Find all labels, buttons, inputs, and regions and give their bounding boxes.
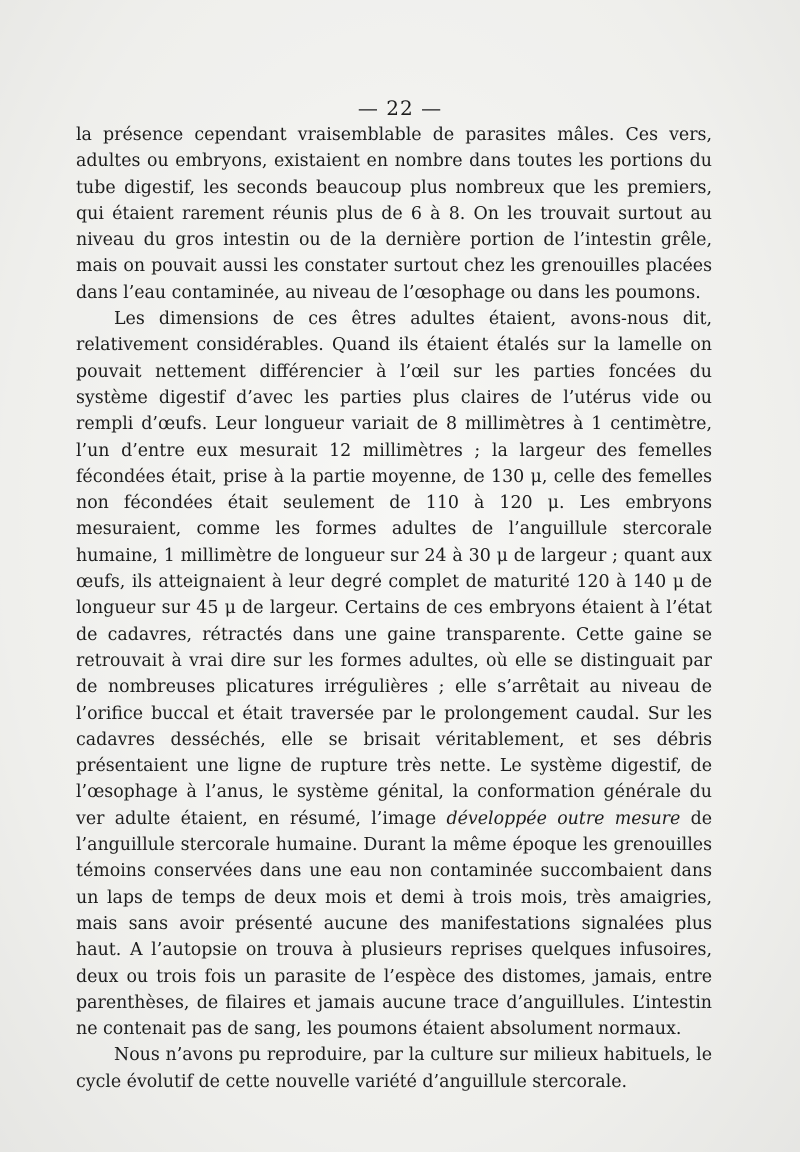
paragraph-2-text-part-1: Les dimensions de ces êtres adultes étaient, avons-nous dit, relativement considérables. Quand ils étaient étalés sur la lamelle on pouvait nettement différencier à l’œil sur les parties foncées du système digestif d’avec les parties plus claires de l’utérus vide ou rempli d’œufs. Leur longueur variait de 8 millimètres à 1 centimètre, l’un d’entre eux mesurait 12 millimètres ; la largeur des femelles fécondées était, prise à la partie moyenne, de 130 μ, celle des femelles non fécondées était seulement de 110 à 120 μ. Les embryons mesuraient, comme les formes adultes de l’anguillule stercorale humaine, 1 millimètre de longueur sur 24 à 30 μ de largeur ; quant aux œufs, ils atteignaient à leur degré complet de maturité 120 à 140 μ de longueur sur 45 μ de largeur. Certains de ces embryons étaient à l’état de cadavres, rétractés dans une gaine transparente. Cette gaine se retrouvait à vrai dire sur les formes adultes, où elle se distinguait par de nombreuses plicatures irrégulières ; elle s’arrêtait au niveau de l’orifice buccal et était traversée par le prolongement caudal. Sur les cadavres desséchés, elle se brisait véritablement, et ses débris présentaient une ligne de rupture très nette. Le système digestif, de l’œsophage à l’anus, le système génital, la conformation générale du ver adulte étaient, en résumé, l’image (76, 309, 712, 829)
paragraph-1-text: la présence cependant vraisemblable de parasites mâles. Ces vers, adultes ou embryons, existaient en nombre dans toutes les portions du tube digestif, les seconds beaucoup plus nombreux que les premiers, qui étaient rarement réunis plus de 6 à 8. On les trouvait surtout au niveau du gros intestin ou de la dernière portion de l’intestin grêle, mais on pouvait aussi les constater surtout chez les grenouilles placées dans l’eau contaminée, au niveau de l’œsophage ou dans les poumons. (76, 125, 712, 303)
paragraph-1 (76, 122, 712, 306)
page-number: — 22 — (357, 96, 443, 120)
paragraph-3-text: Nous n’avons pu reproduire, par la culture sur milieux habituels, le cycle évolutif de cette nouvelle variété d’anguillule stercorale. (76, 1045, 712, 1092)
paragraph-3 (76, 1042, 712, 1095)
paragraph-2-italic-phrase: développée outre mesure (446, 808, 681, 829)
body-text (76, 122, 712, 1095)
paragraph-2 (76, 306, 712, 1042)
paragraph-2-text-part-2: de l’anguillule stercorale humaine. Durant la même époque les grenouilles témoins conservées dans une eau non contaminée succombaient dans un laps de temps de deux mois et demi à trois mois, très amaigries, mais sans avoir présenté aucune des manifestations signalées plus haut. A l’autopsie on trouva à plusieurs reprises quelques infusoires, deux ou trois fois un parasite de l’espèce des distomes, jamais, entre parenthèses, de filaires et jamais aucune trace d’anguillules. L’intestin ne contenait pas de sang, les poumons étaient absolument normaux. (76, 808, 713, 1040)
